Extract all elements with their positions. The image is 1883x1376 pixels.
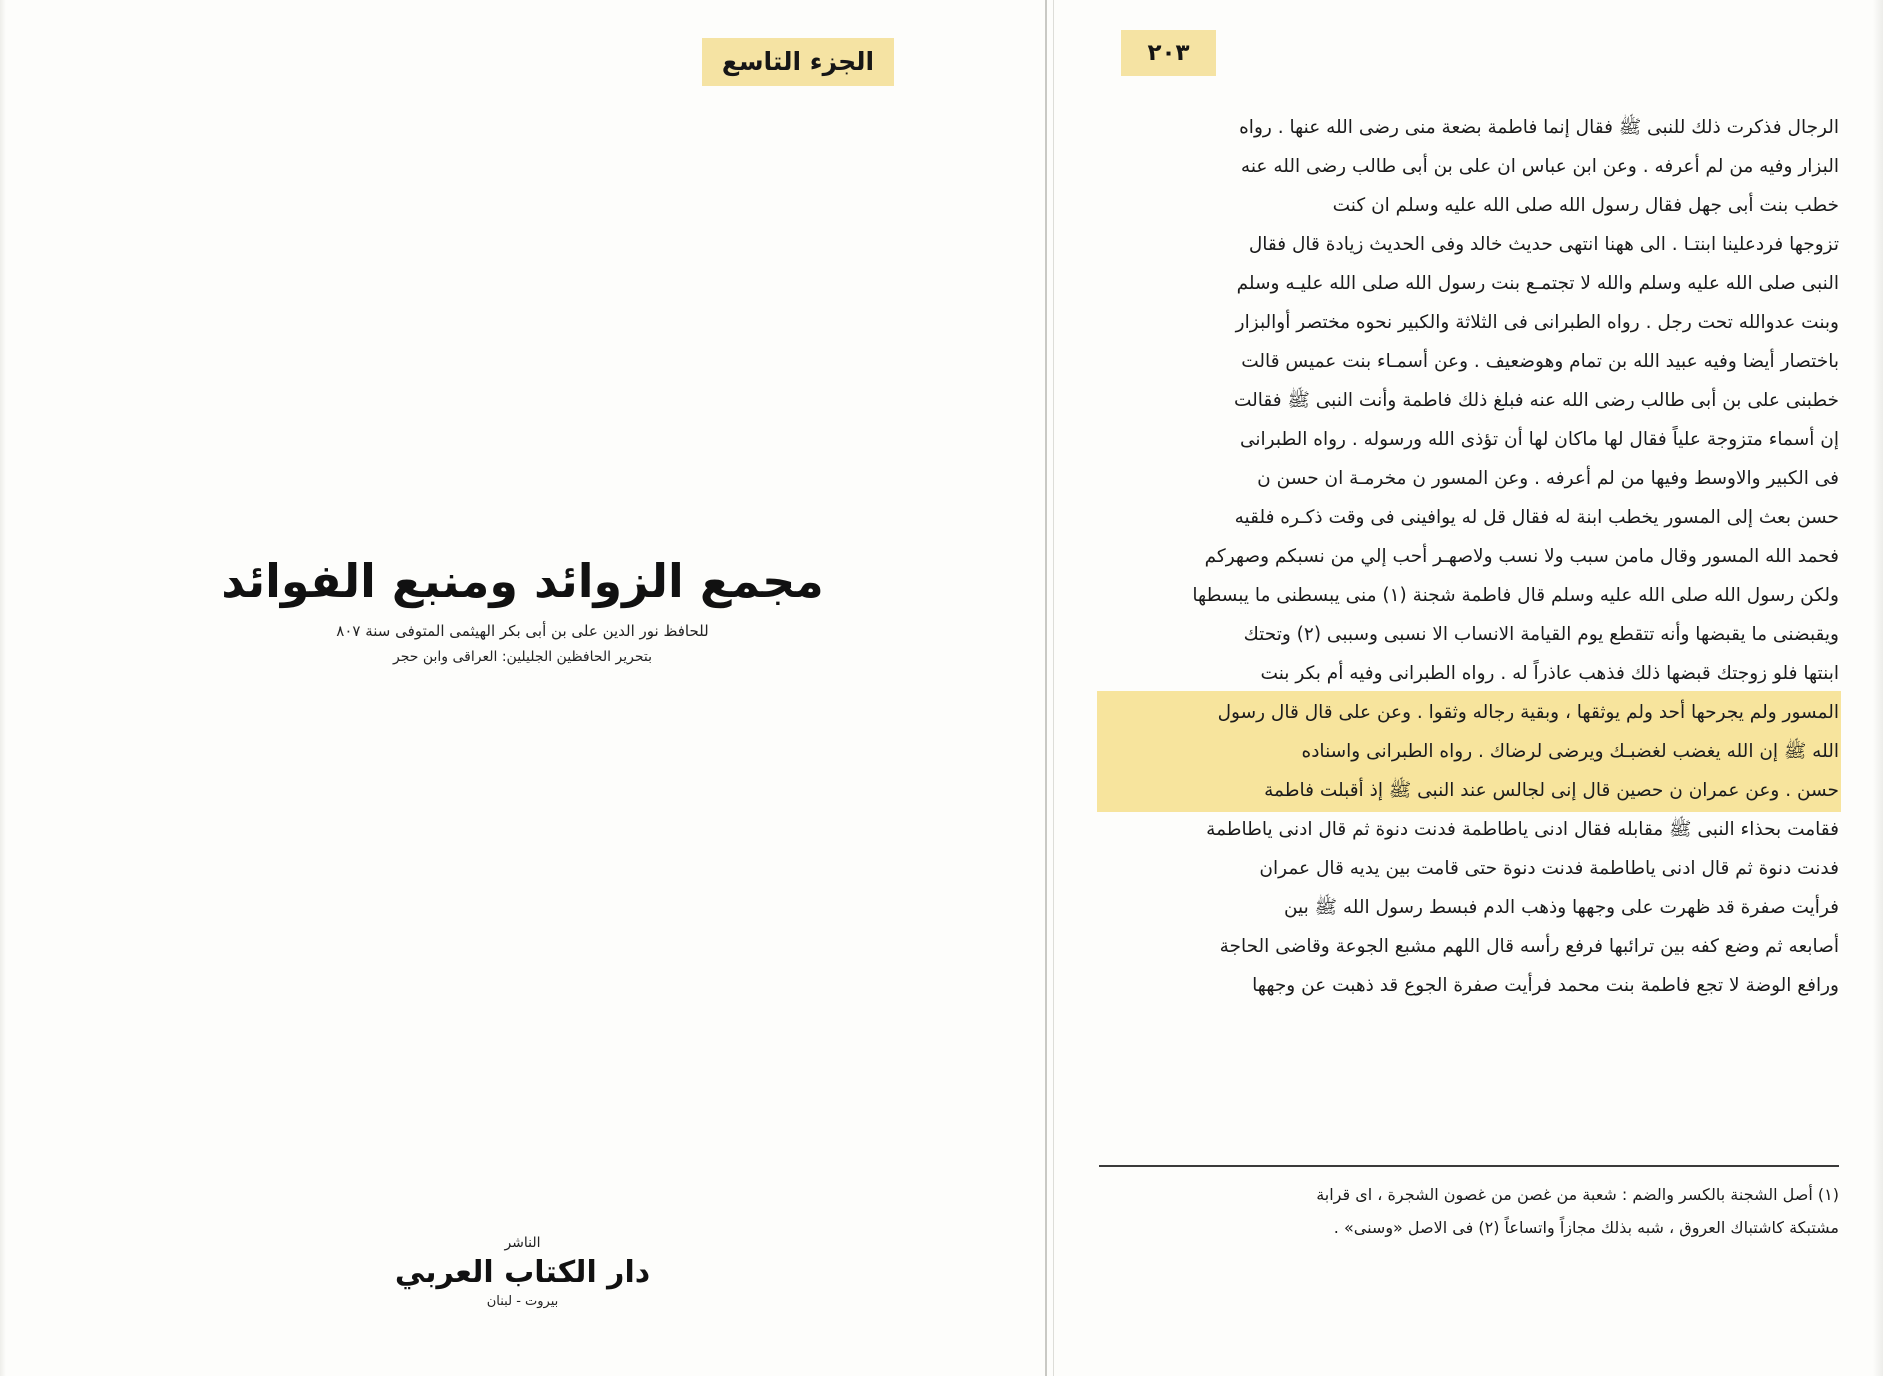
body-line: ويقبضنى ما يقبضها وأنه تتقطع يوم القيامة الانساب الا نسبى وسببى (٢) وتحتك bbox=[1243, 624, 1839, 645]
page-number-highlight-band bbox=[1121, 30, 1216, 76]
publisher-city: بيروت - لبنان bbox=[486, 1294, 559, 1309]
body-line-highlighted: الله ﷺ إن الله يغضب لغضبـك ويرضى لرضاك . رواه الطبرانى واسناده bbox=[1099, 732, 1839, 771]
body-line: حسن بعث إلى المسور يخطب ابنة له فقال قل له يوافينى فى وقت ذكـره فلقيه bbox=[1234, 507, 1839, 528]
publisher-name: دار الكتاب العربي bbox=[394, 1255, 651, 1290]
body-line: إن أسماء متزوجة علياً فقال لها ماكان لها أن تؤذى الله ورسوله . رواه الطبرانى bbox=[1239, 429, 1839, 450]
book-title-block bbox=[0, 555, 1045, 665]
body-line: فى الكبير والاوسط وفيها من لم أعرفه . وعن المسور ن مخرمـة ان حسن ن bbox=[1257, 468, 1839, 489]
body-line: خطب بنت أبى جهل فقال رسول الله صلى الله عليه وسلم ان كنت bbox=[1332, 195, 1839, 216]
body-line: فحمد الله المسور وقال مامن سبب ولا نسب ولاصهـر أحب إلي من نسبكم وصهركم bbox=[1204, 546, 1839, 567]
footnote-divider bbox=[1099, 1165, 1839, 1167]
page-spine-line bbox=[1045, 0, 1047, 1376]
body-line: البزار وفيه من لم أعرفه . وعن ابن عباس ان على بن أبى طالب رضى الله عنه bbox=[1240, 156, 1839, 177]
volume-highlight-band bbox=[702, 38, 894, 86]
footnote-line: (١) أصل الشجنة بالكسر والضم : شعبة من غصن من غصون الشجرة ، اى قرابة bbox=[1316, 1185, 1839, 1204]
publisher-label: الناشر bbox=[504, 1235, 541, 1251]
book-author-line: للحافظ نور الدين على بن أبى بكر الهيثمى المتوفى سنة ٨٠٧ bbox=[336, 621, 709, 640]
body-line: ورافع الوضة لا تجع فاطمة بنت محمد فرأيت صفرة الجوع قد ذهبت عن وجهها bbox=[1252, 975, 1839, 996]
body-line: فرأيت صفرة قد ظهرت على وجهها وذهب الدم فبسط رسول الله ﷺ بين bbox=[1283, 897, 1839, 918]
publisher-block bbox=[0, 1235, 1045, 1309]
body-line: فقامت بحذاء النبى ﷺ مقابله فقال ادنى ياطاطمة فدنت دنوة ثم قال ادنى ياطاطمة bbox=[1206, 819, 1839, 840]
body-line-highlighted: حسن . وعن عمران ن حصين قال إنى لجالس عند النبى ﷺ إذ أقبلت فاطمة bbox=[1099, 771, 1839, 810]
footnote-block bbox=[1099, 1178, 1839, 1244]
book-title: مجمع الزوائد ومنبع الفوائد bbox=[221, 554, 824, 608]
footnote-line: مشتبكة كاشتباك العروق ، شبه بذلك مجازاً واتساعاً (٢) فى الاصل «وسنى» . bbox=[1333, 1218, 1839, 1237]
body-line: خطبنى على بن أبى طالب رضى الله عنه فبلغ ذلك فاطمة وأنت النبى ﷺ فقالت bbox=[1233, 390, 1839, 411]
body-line: النبى صلى الله عليه وسلم والله لا تجتمـع بنت رسول الله صلى الله عليـه وسلم bbox=[1236, 273, 1839, 294]
body-line: وبنت عدوالله تحت رجل . رواه الطبرانى فى الثلاثة والكبير نحوه مختصر أوالبزار bbox=[1235, 312, 1839, 333]
body-line: أصابعه ثم وضع كفه بين ترائبها فرفع رأسه قال اللهم مشبع الجوعة وقاضى الحاجة bbox=[1219, 936, 1839, 957]
body-line: فدنت دنوة ثم قال ادنى ياطاطمة فدنت دنوة حتى قامت بين يديه قال عمران bbox=[1259, 858, 1839, 879]
body-line: ولكن رسول الله صلى الله عليه وسلم قال فاطمة شجنة (١) منى يبسطنى ما يبسطها bbox=[1192, 585, 1839, 606]
body-line: الرجال فذكرت ذلك للنبى ﷺ فقال إنما فاطمة بضعة منى رضى الله عنها . رواه bbox=[1239, 117, 1839, 138]
text-page bbox=[1053, 0, 1883, 1376]
body-line: باختصار أيضا وفيه عبيد الله بن تمام وهوضعيف . وعن أسمـاء بنت عميس قالت bbox=[1241, 351, 1839, 372]
book-editors-note: بتحرير الحافظين الجليلين: العراقى وابن حجر bbox=[392, 648, 653, 665]
body-paragraph bbox=[1099, 108, 1839, 1005]
body-line: ابنتها فلو زوجتك قبضها ذلك فذهب عاذراً له . رواه الطبرانى وفيه أم بكر بنت bbox=[1260, 663, 1839, 684]
volume-label: الجزء التاسع bbox=[721, 47, 875, 76]
body-line-highlighted: المسور ولم يجرحها أحد ولم يوثقها ، وبقية رجاله وثقوا . وعن على قال قال رسول bbox=[1099, 693, 1839, 732]
page-number: ٢٠٣ bbox=[1147, 40, 1190, 66]
body-line: تزوجها فردعلينا ابنتـا . الى ههنا انتهى حديث خالد وفى الحديث زيادة قال فقال bbox=[1248, 234, 1839, 255]
body-text-block bbox=[1099, 108, 1839, 1005]
